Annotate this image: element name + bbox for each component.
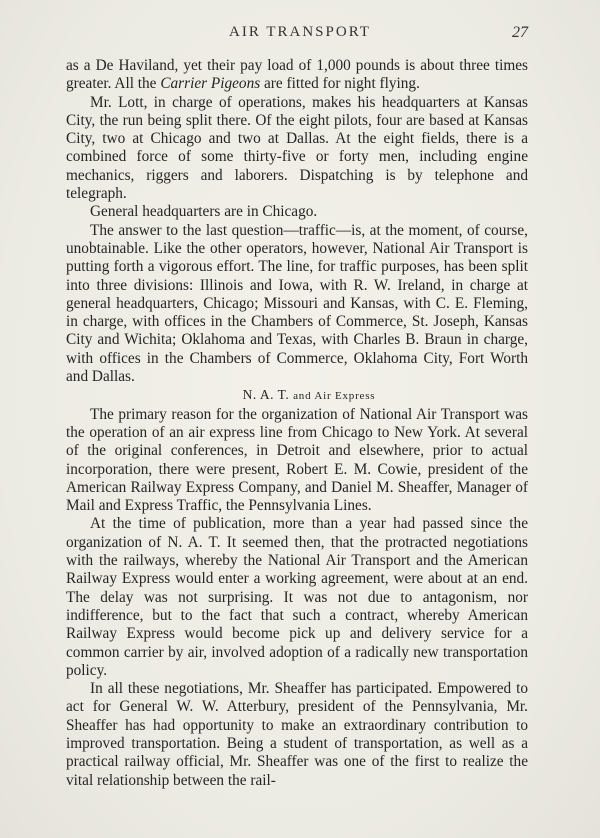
- paragraph-continuation: [66, 57, 528, 94]
- section-heading-abbrev: N. A. T.: [242, 387, 294, 403]
- paragraph-negotiations: In all these negotiations, Mr. Sheaffer has participated. Empowered to act for General W. W. Atterbury, president of the Pennsylvania, Mr. Sheaffer has had opportunity to make an extraordinary contribution to improved transportation. Being a student of transportation, as well as a practical railway official, Mr. Sheaffer was one of the first to realize the vital relationship between the rail-: [66, 680, 528, 789]
- body-text: [66, 57, 528, 790]
- italic-vessel-name: Carrier Pigeons: [160, 75, 261, 93]
- paragraph-publication: At the time of publication, more than a year had passed since the organization of N. A. T. It seemed then, that the protracted negotiations with the railways, whereby the National Air Transport and the American Railway Express would enter a working agreement, were about at an end. The delay was not surprising. It was not due to antagonism, nor indifference, but to the fact that such a contract, whereby American Railway Express would become pick up and delivery service for a common carrier by air, involved adoption of a radically new transportation policy.: [66, 515, 528, 679]
- paragraph-traffic: The answer to the last question—traffic—is, at the moment, of course, unobtainable. Like the other operators, however, National Air Transport is putting forth a vigorous effort. The line, for traffic purposes, has been split into three divisions: Illinois and Iowa, with R. W. Ireland, in charge at general headquarters, Chicago; Missouri and Kansas, with C. E. Fleming, in charge, with offices in the Chambers of Commerce, St. Joseph, Kansas City and Wichita; Oklahoma and Texas, with Charles B. Braun in charge, with offices in the Chambers of Commerce, Oklahoma City, Fort Worth and Dallas.: [66, 221, 528, 386]
- paragraph-text: are fitted for night flying.: [260, 75, 420, 93]
- running-head: [0, 24, 600, 48]
- section-heading: [66, 386, 528, 405]
- paragraph-primary-reason: The primary reason for the organization of National Air Transport was the operation of an air express line from Chicago to New York. At several of the original conferences, in Detroit and elsewhere, prior to actual incorporation, there were present, Robert E. M. Cowie, president of the American Railway Express Company, and Daniel M. Sheaffer, Manager of Mail and Express Traffic, the Pennsylvania Lines.: [66, 405, 528, 515]
- paragraph-operations: Mr. Lott, in charge of operations, makes his headquarters at Kansas City, the run being split there. Of the eight pilots, four are based at Kansas City, two at Chicago and two at Dallas. At the eight fields, there is a combined force of some thirty-five or forty men, including engine mechanics, riggers and laborers. Dispatching is by telephone and telegraph.: [66, 93, 528, 203]
- section-heading-rest: and Air Express: [293, 390, 376, 403]
- running-title: AIR TRANSPORT: [229, 24, 371, 40]
- paragraph-headquarters: General headquarters are in Chicago.: [90, 203, 318, 221]
- page-number: 27: [512, 24, 528, 41]
- paragraph-text: as a De Haviland, yet their pay load of 1,000 pounds is about three times greater. All the: [66, 57, 528, 93]
